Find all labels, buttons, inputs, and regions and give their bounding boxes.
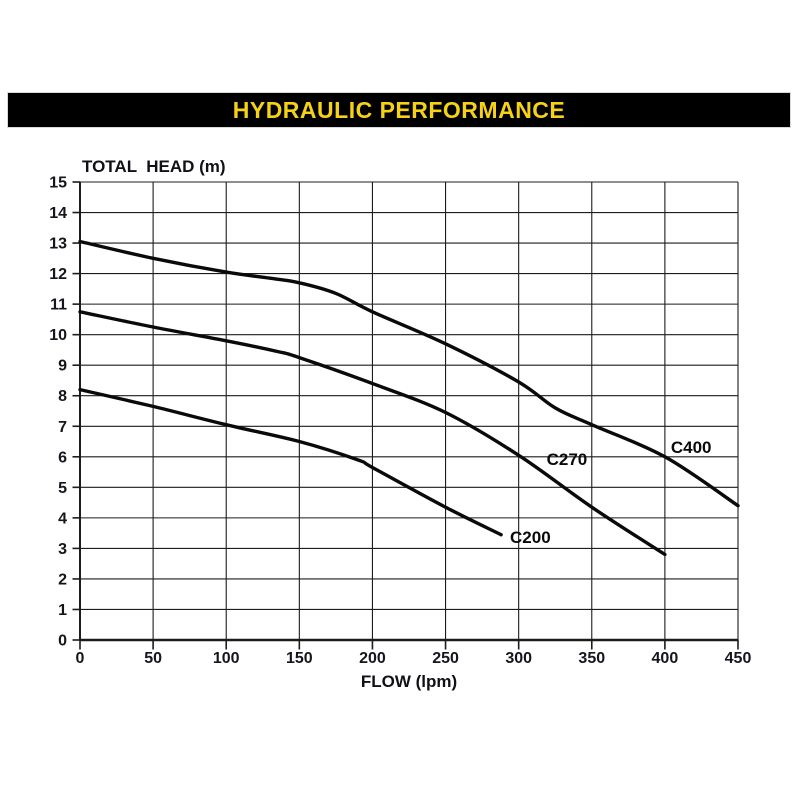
y-tick-label: 7 bbox=[58, 418, 67, 436]
y-tick-label: 3 bbox=[58, 540, 67, 558]
y-tick-label: 6 bbox=[58, 449, 67, 467]
y-tick-label: 13 bbox=[49, 235, 67, 253]
x-tick-label: 0 bbox=[75, 650, 85, 667]
y-tick-label: 12 bbox=[49, 266, 67, 284]
x-tick-label: 50 bbox=[144, 650, 163, 667]
curve-label-c200: C200 bbox=[510, 528, 551, 548]
curve-label-c270: C270 bbox=[546, 449, 588, 469]
x-tick-label: 100 bbox=[212, 650, 240, 667]
y-tick-label: 0 bbox=[58, 632, 67, 650]
x-tick-label: 450 bbox=[724, 650, 752, 667]
y-tick-label: 11 bbox=[50, 296, 67, 314]
x-tick-label: 300 bbox=[505, 650, 533, 667]
y-tick-label: 1 bbox=[58, 601, 67, 619]
y-tick-label: 4 bbox=[58, 510, 67, 528]
curve-label-c400: C400 bbox=[670, 438, 712, 458]
x-tick-label: 250 bbox=[432, 650, 459, 667]
x-tick-label: 350 bbox=[578, 650, 606, 667]
x-tick-label: 150 bbox=[285, 650, 313, 667]
x-axis-title: FLOW (lpm) bbox=[360, 672, 458, 691]
curve-c400 bbox=[80, 242, 738, 506]
y-axis-title: TOTAL HEAD (m) bbox=[82, 157, 226, 176]
chart-title: HYDRAULIC PERFORMANCE bbox=[232, 96, 566, 123]
y-tick-label: 15 bbox=[49, 174, 67, 192]
y-tick-label: 10 bbox=[49, 327, 67, 345]
y-tick-label: 14 bbox=[49, 205, 67, 223]
x-tick-label: 400 bbox=[651, 650, 679, 667]
y-tick-label: 2 bbox=[58, 571, 67, 589]
y-tick-label: 8 bbox=[58, 388, 67, 406]
x-tick-label: 200 bbox=[359, 650, 386, 667]
y-tick-label: 9 bbox=[58, 357, 67, 375]
curve-c200 bbox=[80, 390, 501, 535]
y-tick-label: 5 bbox=[58, 479, 67, 497]
